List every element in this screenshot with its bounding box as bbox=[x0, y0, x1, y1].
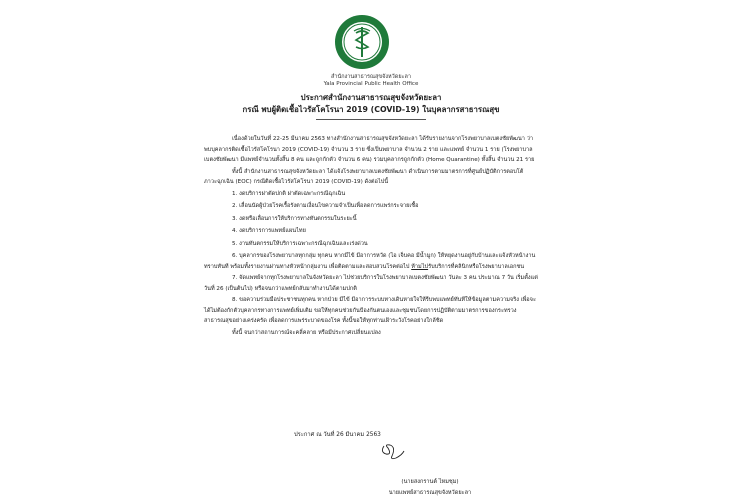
measure-item-5: 5. งานทันตกรรมให้บริการเฉพาะกรณีฉุกเฉินและเร่งด่วน bbox=[232, 240, 368, 247]
measure-item-6-text: 6. บุคลากรของโรงพยาบาลทุกกลุ่ม ทุกคน หากมีไข้ มีอาการหวัด (ไอ เจ็บคอ มีน้ำมูก) ให้หยุดงานอยู่กับบ้านและแจ้งหัวหน้างานทราบทันที พร้อมทั้งรายงานผ่านทางหัวหน้ากลุ่มงาน เพื่อติดตามและสอบสวนโรคต่อไป bbox=[204, 253, 536, 270]
announcement-date: ประกาศ ณ วันที่ 26 มีนาคม 2563 bbox=[294, 432, 381, 438]
ministry-seal-icon bbox=[334, 14, 390, 70]
announcement-body bbox=[204, 134, 538, 338]
announcement-subject: กรณี พบผู้ติดเชื้อไวรัสโคโรนา 2019 (COVID-19) ในบุคลากรสาธารณสุข bbox=[242, 105, 500, 114]
measure-item-4: 4. งดบริการการแพทย์แผนไทย bbox=[232, 228, 306, 234]
measure-item-8: 8. ขอความร่วมมือประชาชนทุกคน หากป่วย มีไข้ มีอาการระบบทางเดินหายใจให้รีบพบแพทย์ทันทีให้ข้อมูลตามความจริง เพื่อจะได้ไม่ต้องกักตัวบุคลากรทางการแพทย์เพิ่มเติม ขอให้ทุกคนช่วยกันป้องกันตนเองและชุมชนโดยการปฏิบัติตามมาตรการของกระทรวงสาธารณสุขอย่างเคร่งครัด เพื่อลดการแพร่ระบาดของโรค ทั้งนี้ขอให้ทุกท่านเฝ้าระวังโรคอย่างใกล้ชิด bbox=[204, 297, 536, 324]
paragraph-measures: ทั้งนี้ สำนักงานสาธารณสุขจังหวัดยะลา ได้แจ้งโรงพยาบาลเบตงชัยพัฒนา ดำเนินการตามมาตรการที่ศูนย์ปฏิบัติการตอบโต้ภาวะฉุกเฉิน (EOC) กรณีติดเชื้อไวรัสโคโรนา 2019 (COVID-19) ดังต่อไปนี้ bbox=[204, 168, 524, 185]
announcement-document bbox=[190, 10, 552, 496]
closing-statement: ทั้งนี้ จนกว่าสถานการณ์จะคลี่คลาย หรือมีประกาศเปลี่ยนแปลง bbox=[232, 329, 381, 336]
measure-item-2: 2. เลื่อนนัดผู้ป่วยโรคเรื้อรังตามเงื่อนไขความจำเป็นเพื่อลดการแพร่กระจายเชื้อ bbox=[232, 203, 419, 209]
measure-item-6-emphasis: ห้ามไป bbox=[411, 263, 429, 270]
measure-item-7: 7. จัดแพทย์จากทุกโรงพยาบาลในจังหวัดยะลา ไปช่วยบริการในโรงพยาบาลเบตงชัยพัฒนา วันละ 3 คน ประมาณ 7 วัน เริ่มตั้งแต่วันที่ 26 (เป็นต้นไป) หรือจนกว่าแพทย์กลับมาทำงานได้ตามปกติ bbox=[204, 275, 538, 292]
announcement-title: ประกาศสำนักงานสาธารณสุขจังหวัดยะลา bbox=[300, 93, 442, 102]
title-divider bbox=[316, 119, 426, 120]
measure-item-3: 3. งดหรือเลื่อนการให้บริการทางทันตกรรมในระยะนี้ bbox=[232, 215, 357, 222]
measure-item-1: 1. งดบริการผ่าตัดปกติ ผ่าตัดเฉพาะกรณีฉุกเฉิน bbox=[232, 190, 346, 197]
org-name-thai: สำนักงานสาธารณสุขจังหวัดยะลา bbox=[331, 74, 411, 80]
handwritten-signature bbox=[378, 442, 410, 462]
org-name-english: Yala Provincial Public Health Office bbox=[323, 81, 419, 87]
paragraph-intro: เนื่องด้วยในวันที่ 22-25 มีนาคม 2563 ทางสำนักงานสาธารณสุขจังหวัดยะลา ได้รับรายงานจากโรงพยาบาลเบตงชัยพัฒนา ว่าพบบุคลากรติดเชื้อไวรัสโคโรนา 2019 (COVID-19) จำนวน 3 ราย ซึ่งเป็นพยาบาล จำนวน 2 ราย และแพทย์ จำนวน 1 ราย (โรงพยาบาลเบตงชัยพัฒนา มีแพทย์จำนวนทั้งสิ้น 8 คน และถูกกักตัว จำนวน 6 คน) รวมบุคลากรถูกกักตัว (Home Quarantine) ทั้งสิ้น จำนวน 21 ราย bbox=[204, 136, 535, 163]
signer-position: นายแพทย์สาธารณสุขจังหวัดยะลา bbox=[388, 490, 472, 496]
measure-item-6-rest: รับบริการที่คลินิกหรือโรงพยาบาลเอกชน bbox=[428, 263, 525, 270]
signer-name: (นายสงกรานต์ ไหมชุม) bbox=[401, 479, 459, 485]
measure-item-6 bbox=[204, 251, 538, 272]
